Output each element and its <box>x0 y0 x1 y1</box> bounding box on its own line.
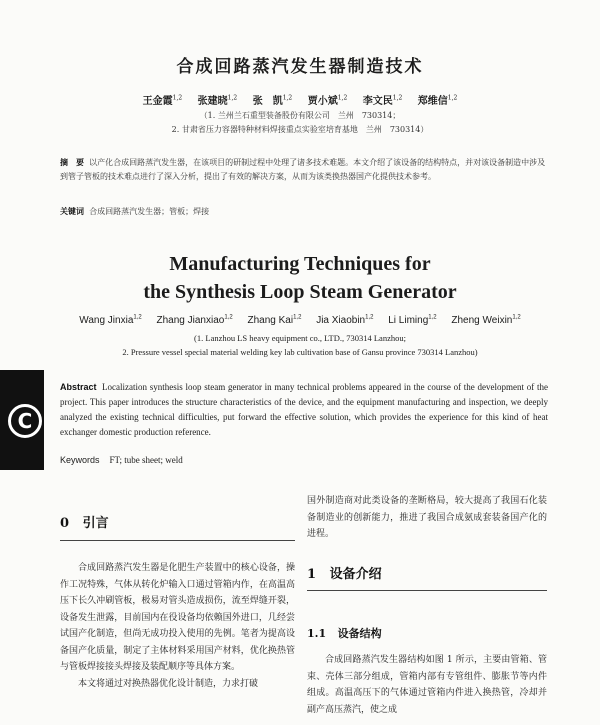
cn-author: 王金霞$^{1,2}$ <box>142 94 183 107</box>
cn-author: 张建晓$^{1,2}$ <box>197 94 238 107</box>
section-1-number: 1 <box>307 567 317 582</box>
cn-keywords-text: 合成回路蒸汽发生器；管板；焊接 <box>89 207 210 216</box>
en-keywords-text: FT; tube sheet; weld <box>109 455 183 465</box>
section-0-number: 0 <box>60 516 70 531</box>
section-0-title: 引言 <box>82 516 109 531</box>
section-1-title: 设备介绍 <box>329 567 382 582</box>
section-1-1-title: 设备结构 <box>337 627 382 640</box>
en-affiliation-2: 2. Pressure vessel special material welding key lab cultivation base of Gansu province 730314 Lanzhou) <box>122 347 478 357</box>
en-abstract-text: Localization synthesis loop steam generator in many technical problems appeared in the course of the development of the project. This paper introduces the structure characteristics of the device, and the equipment manufacturing and inspection, we deeply analyzed the existing technical difficulties, put forward the effective solution, which provides the experience for this kind of heat exchanger domestic production reference. <box>60 382 549 437</box>
en-authors <box>0 315 600 326</box>
section-1-rule <box>307 590 547 591</box>
cn-abstract-text: 以产化合成回路蒸汽发生器，在该项目的研制过程中处理了诸多技术难题。本文介绍了该设备的结构特点，并对该设备制造中涉及到管子管板的技术难点进行了深入分析，提出了有效的解决方案，从而为该类换热器国产化提供技术参考。 <box>60 158 546 181</box>
en-author: Li Liming$^{1,2}$ <box>388 315 437 327</box>
en-affiliation-1: (1. Lanzhou LS heavy equipment co., LTD., 730314 Lanzhou; <box>194 333 406 343</box>
en-author: Jia Xiaobin$^{1,2}$ <box>316 315 374 327</box>
en-abstract <box>60 380 548 440</box>
cn-authors <box>0 92 600 107</box>
section-1-1-heading <box>307 625 547 641</box>
cn-affiliation-1: （1. 兰州兰石重型装备股份有限公司 兰州 730314； <box>199 111 401 120</box>
intro-paragraph-1: 合成回路蒸汽发生器是化肥生产装置中的核心设备，操作工况特殊，气体从转化炉输入口通过管箱内作，在高温高压下长久冲刷管板，极易对管头造成损伤，流至焊缝开裂，设备发生泄露，目前国内在役设备均依赖国外进口，几经尝试国产化制造，但尚无成功投入使用的先例。笔者为提高设备国产化质量，制定了主体材料采用国产材料，优化换热管与管板焊接接头焊接及装配顺序等具体方案。 <box>60 563 295 672</box>
section-1-heading <box>307 563 547 582</box>
cn-author: 李文民$^{1,2}$ <box>362 94 403 107</box>
en-title-line-2: the Synthesis Loop Steam Generator <box>143 281 457 303</box>
en-keywords <box>60 455 548 465</box>
section-0-heading <box>60 512 295 531</box>
copyright-icon: C <box>8 404 42 438</box>
en-abstract-label: Abstract <box>60 382 97 392</box>
section-0-rule <box>60 540 295 541</box>
cn-affiliation-2: 2. 甘肃省压力容器特种材料焊接重点实验室培育基地 兰州 730314） <box>171 125 429 134</box>
left-column-text <box>60 560 295 692</box>
en-author: Zheng Weixin$^{1,2}$ <box>451 315 521 327</box>
intro-paragraph-2: 本文将通过对换热器优化设计制造，力求打破 <box>78 678 259 689</box>
en-author: Zhang Jianxiao$^{1,2}$ <box>156 315 233 327</box>
en-title-line-1: Manufacturing Techniques for <box>169 253 431 275</box>
cn-keywords <box>60 206 548 217</box>
cn-abstract-label: 摘 要 <box>60 157 84 167</box>
cn-abstract <box>60 155 548 184</box>
en-title <box>0 250 600 306</box>
en-keywords-label: Keywords <box>60 455 100 465</box>
cn-author: 张 凯$^{1,2}$ <box>252 94 293 107</box>
cn-title: 合成回路蒸汽发生器制造技术 <box>176 57 424 77</box>
en-author: Zhang Kai$^{1,2}$ <box>247 315 302 327</box>
right-column-bottom-text <box>307 652 547 718</box>
en-author: Wang Jinxia$^{1,2}$ <box>79 315 142 327</box>
cn-keywords-label: 关键词 <box>60 206 84 216</box>
section-1-1-number: 1.1 <box>307 627 327 640</box>
right-column-top-text <box>307 484 547 552</box>
cn-author: 郑维信$^{1,2}$ <box>417 94 458 107</box>
intro-paragraph-cont: 国外制造商对此类设备的垄断格局，较大提高了我国石化装备制造业的创新能力，推进了我国合成氨成套装备国产化的进程。 <box>307 496 547 539</box>
structure-paragraph: 合成回路蒸汽发生器结构如图 1 所示，主要由管箱、管束、壳体三部分组成，管箱内部有专管组件、膨胀节等内件组成。高温高压下的气体通过管箱内件进入换热管，冷却并副产高压蒸汽，使之成 <box>307 655 547 715</box>
cn-author: 贾小斌$^{1,2}$ <box>307 94 348 107</box>
